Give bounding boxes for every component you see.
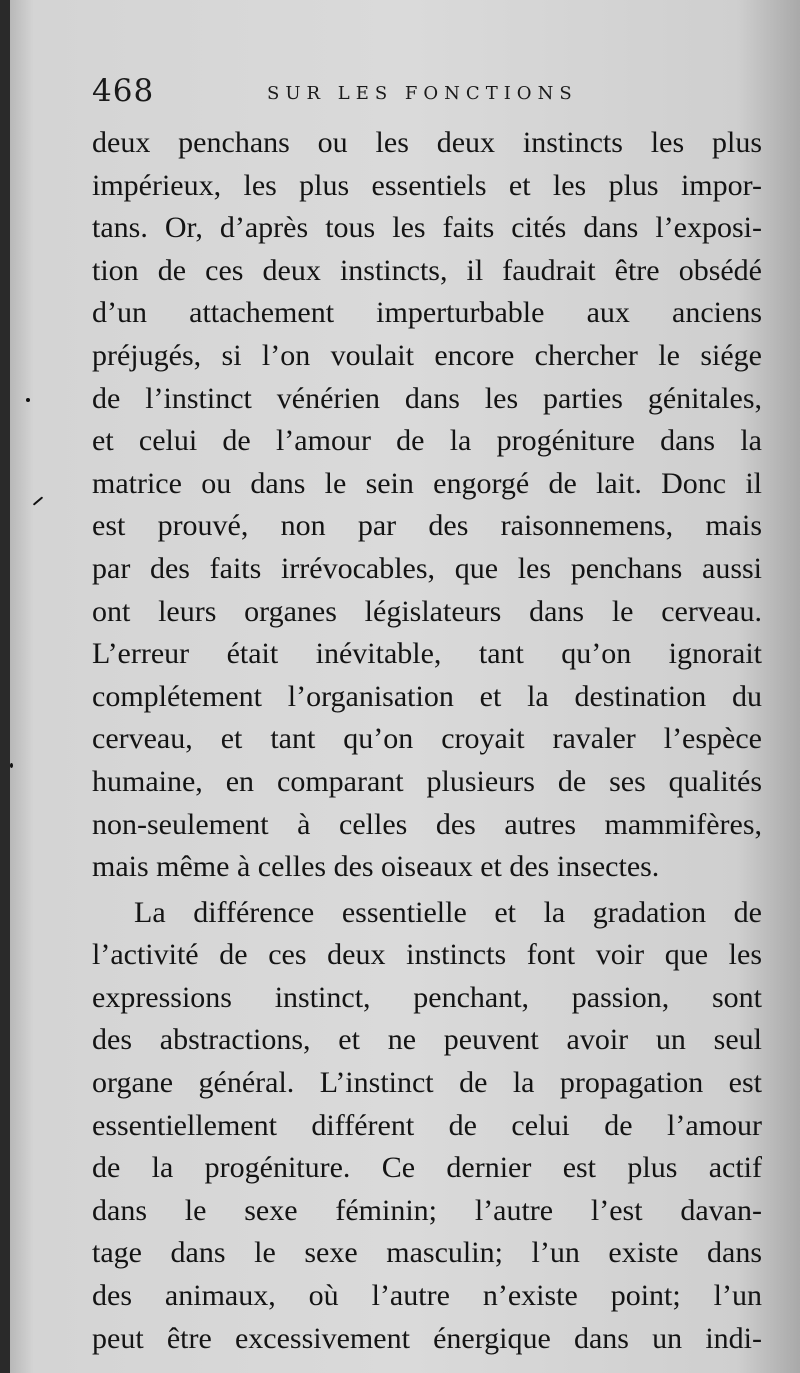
text-line: d’un attachement imperturbable aux anciens xyxy=(92,296,762,330)
text-line: mais même à celles des oiseaux et des insectes. xyxy=(92,850,660,884)
ink-speck xyxy=(33,496,43,505)
text-line: des abstractions, et ne peuvent avoir un seul xyxy=(92,1023,762,1057)
text-line: tion de ces deux instincts, il faudrait être obsédé xyxy=(92,253,762,287)
text-line: par des faits irrévocables, que les penchans aussi xyxy=(92,551,762,585)
running-head: SUR LES FONCTIONS xyxy=(267,83,578,104)
page-number: 468 xyxy=(92,73,155,109)
text-line: tage dans le sexe masculin; l’un existe dans xyxy=(92,1236,762,1270)
text-line: non-seulement à celles des autres mammifères, xyxy=(92,807,762,841)
text-line: organe général. L’instinct de la propagation est xyxy=(92,1066,762,1100)
page-header xyxy=(92,73,760,113)
text-line: tans. Or, d’après tous les faits cités dans l’exposi- xyxy=(92,211,762,245)
text-line: complétement l’organisation et la destination du xyxy=(92,679,762,713)
ink-speck xyxy=(10,763,13,768)
text-line: humaine, en comparant plusieurs de ses qualités xyxy=(92,764,762,798)
text-line: deux penchans ou les deux instincts les plus xyxy=(92,126,762,159)
text-line: La différence essentielle et la gradation de xyxy=(134,895,762,929)
text-line: et celui de l’amour de la progéniture dans la xyxy=(92,424,762,458)
text-line: matrice ou dans le sein engorgé de lait. Donc il xyxy=(92,466,762,500)
text-line: essentiellement différent de celui de l’amour xyxy=(92,1108,762,1142)
text-line: de la progéniture. Ce dernier est plus actif xyxy=(92,1151,762,1185)
text-line: peut être excessivement énergique dans un indi- xyxy=(92,1321,762,1355)
text-line: l’activité de ces deux instincts font voir que les xyxy=(92,938,762,972)
book-page xyxy=(10,0,800,1373)
ink-speck xyxy=(26,398,30,402)
text-line: des animaux, où l’autre n’existe point; l’un xyxy=(92,1279,762,1313)
text-line: de l’instinct vénérien dans les parties génitales, xyxy=(92,381,762,415)
text-line: préjugés, si l’on voulait encore chercher le siége xyxy=(92,338,762,372)
body-text xyxy=(92,122,762,1360)
text-line: ont leurs organes législateurs dans le cerveau. xyxy=(92,594,762,628)
text-line: L’erreur était inévitable, tant qu’on ignorait xyxy=(92,637,762,671)
text-line: impérieux, les plus essentiels et les plus impor- xyxy=(92,168,762,202)
text-line: cerveau, et tant qu’on croyait ravaler l’espèce xyxy=(92,722,762,756)
text-line: est prouvé, non par des raisonnemens, mais xyxy=(92,509,762,543)
text-line: dans le sexe féminin; l’autre l’est davan- xyxy=(92,1193,762,1227)
text-line: expressions instinct, penchant, passion, sont xyxy=(92,980,762,1014)
